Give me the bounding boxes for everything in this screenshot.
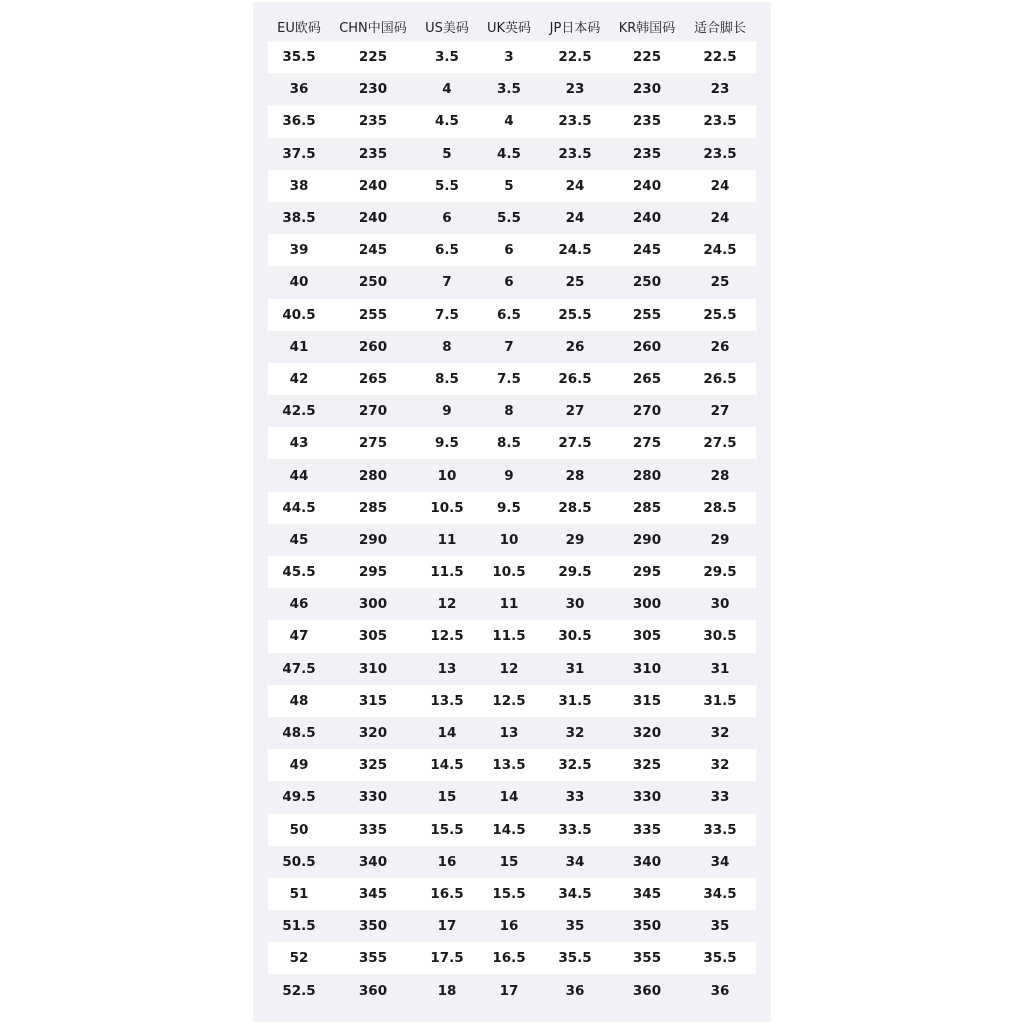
cell-kr: 275: [632, 435, 662, 452]
cell-kr: 255: [632, 306, 662, 323]
cell-us: 11: [437, 531, 457, 548]
cell-foot-length: 25: [710, 274, 730, 291]
cell-kr: 230: [632, 81, 662, 98]
cell-foot-length: 25.5: [703, 306, 737, 323]
cell-us: 5.5: [435, 177, 459, 194]
cell-jp: 30.5: [558, 628, 592, 645]
cell-foot-length: 26: [710, 338, 730, 355]
cell-us: 13: [437, 660, 457, 677]
table-row: [268, 427, 756, 459]
cell-foot-length: 31.5: [703, 692, 737, 709]
cell-jp: 23.5: [558, 113, 592, 130]
cell-chn: 260: [358, 338, 388, 355]
cell-uk: 12: [499, 660, 519, 677]
cell-uk: 16.5: [492, 950, 526, 967]
cell-kr: 305: [632, 628, 662, 645]
cell-kr: 325: [632, 757, 662, 774]
table-row: [268, 620, 756, 652]
cell-eu: 42: [289, 370, 309, 387]
table-row: [268, 73, 756, 105]
cell-eu: 44.5: [282, 499, 316, 516]
cell-eu: 51: [289, 885, 309, 902]
table-row: [268, 363, 756, 395]
cell-eu: 38: [289, 177, 309, 194]
cell-chn: 240: [358, 177, 388, 194]
cell-eu: 40.5: [282, 306, 316, 323]
cell-jp: 27.5: [558, 435, 592, 452]
cell-foot-length: 27.5: [703, 435, 737, 452]
cell-uk: 12.5: [492, 692, 526, 709]
cell-foot-length: 29: [710, 531, 730, 548]
cell-us: 6: [442, 210, 452, 227]
cell-chn: 235: [358, 145, 388, 162]
cell-chn: 280: [358, 467, 388, 484]
size-chart-header: [268, 12, 756, 40]
cell-chn: 300: [358, 596, 388, 613]
cell-jp: 31.5: [558, 692, 592, 709]
cell-eu: 51.5: [282, 918, 316, 935]
cell-chn: 225: [358, 49, 388, 66]
header-jp: JP日本码: [549, 20, 601, 36]
table-row: [268, 588, 756, 620]
cell-kr: 270: [632, 403, 662, 420]
cell-eu: 41: [289, 338, 309, 355]
cell-jp: 35.5: [558, 950, 592, 967]
cell-eu: 52.5: [282, 982, 316, 999]
cell-kr: 355: [632, 950, 662, 967]
cell-chn: 355: [358, 950, 388, 967]
cell-foot-length: 23.5: [703, 145, 737, 162]
cell-uk: 14: [499, 789, 519, 806]
cell-us: 7: [442, 274, 452, 291]
cell-uk: 15: [499, 853, 519, 870]
cell-jp: 29.5: [558, 564, 592, 581]
cell-jp: 22.5: [558, 49, 592, 66]
cell-us: 4.5: [435, 113, 459, 130]
cell-uk: 7: [504, 338, 514, 355]
cell-us: 15: [437, 789, 457, 806]
table-row: [268, 41, 756, 73]
cell-chn: 305: [358, 628, 388, 645]
cell-us: 12: [437, 596, 457, 613]
cell-chn: 350: [358, 918, 388, 935]
cell-kr: 260: [632, 338, 662, 355]
table-row: [268, 202, 756, 234]
cell-kr: 240: [632, 177, 662, 194]
cell-foot-length: 35.5: [703, 950, 737, 967]
cell-uk: 5.5: [497, 210, 521, 227]
cell-us: 12.5: [430, 628, 464, 645]
table-row: [268, 105, 756, 137]
cell-uk: 13: [499, 725, 519, 742]
cell-kr: 235: [632, 113, 662, 130]
cell-jp: 36: [565, 982, 585, 999]
cell-uk: 10: [499, 531, 519, 548]
cell-jp: 30: [565, 596, 585, 613]
table-row: [268, 781, 756, 813]
cell-kr: 300: [632, 596, 662, 613]
cell-foot-length: 30.5: [703, 628, 737, 645]
cell-jp: 25.5: [558, 306, 592, 323]
cell-uk: 4.5: [497, 145, 521, 162]
cell-jp: 33: [565, 789, 585, 806]
cell-eu: 45.5: [282, 564, 316, 581]
cell-chn: 290: [358, 531, 388, 548]
cell-chn: 235: [358, 113, 388, 130]
cell-kr: 290: [632, 531, 662, 548]
cell-uk: 9: [504, 467, 514, 484]
cell-us: 3.5: [435, 49, 459, 66]
cell-uk: 4: [504, 113, 514, 130]
cell-us: 8.5: [435, 370, 459, 387]
cell-foot-length: 24: [710, 210, 730, 227]
cell-chn: 360: [358, 982, 388, 999]
cell-us: 18: [437, 982, 457, 999]
header-eu: EU欧码: [277, 20, 321, 36]
cell-kr: 250: [632, 274, 662, 291]
cell-jp: 32.5: [558, 757, 592, 774]
cell-kr: 265: [632, 370, 662, 387]
cell-jp: 24.5: [558, 242, 592, 259]
cell-uk: 13.5: [492, 757, 526, 774]
header-kr: KR韩国码: [618, 20, 676, 36]
cell-kr: 280: [632, 467, 662, 484]
cell-chn: 340: [358, 853, 388, 870]
cell-eu: 52: [289, 950, 309, 967]
cell-uk: 3: [504, 49, 514, 66]
cell-eu: 49.5: [282, 789, 316, 806]
cell-jp: 35: [565, 918, 585, 935]
cell-chn: 325: [358, 757, 388, 774]
cell-kr: 350: [632, 918, 662, 935]
cell-uk: 5: [504, 177, 514, 194]
cell-uk: 16: [499, 918, 519, 935]
cell-jp: 33.5: [558, 821, 592, 838]
cell-foot-length: 23: [710, 81, 730, 98]
cell-uk: 6.5: [497, 306, 521, 323]
table-row: [268, 170, 756, 202]
cell-chn: 315: [358, 692, 388, 709]
cell-us: 16.5: [430, 885, 464, 902]
cell-uk: 8: [504, 403, 514, 420]
cell-us: 17: [437, 918, 457, 935]
cell-kr: 295: [632, 564, 662, 581]
cell-eu: 35.5: [282, 49, 316, 66]
cell-foot-length: 29.5: [703, 564, 737, 581]
size-chart-panel: [253, 2, 771, 1022]
cell-us: 15.5: [430, 821, 464, 838]
cell-eu: 43: [289, 435, 309, 452]
cell-jp: 31: [565, 660, 585, 677]
table-row: [268, 234, 756, 266]
cell-jp: 23: [565, 81, 585, 98]
table-row: [268, 685, 756, 717]
cell-chn: 230: [358, 81, 388, 98]
table-row: [268, 942, 756, 974]
cell-us: 10.5: [430, 499, 464, 516]
table-row: [268, 266, 756, 298]
cell-eu: 48.5: [282, 725, 316, 742]
cell-eu: 47.5: [282, 660, 316, 677]
cell-us: 16: [437, 853, 457, 870]
cell-foot-length: 32: [710, 757, 730, 774]
size-chart-rows: [268, 41, 756, 1007]
cell-chn: 250: [358, 274, 388, 291]
table-row: [268, 814, 756, 846]
cell-foot-length: 33: [710, 789, 730, 806]
cell-us: 17.5: [430, 950, 464, 967]
cell-us: 4: [442, 81, 452, 98]
table-row: [268, 331, 756, 363]
cell-foot-length: 35: [710, 918, 730, 935]
cell-kr: 340: [632, 853, 662, 870]
cell-jp: 26.5: [558, 370, 592, 387]
cell-jp: 28: [565, 467, 585, 484]
cell-kr: 360: [632, 982, 662, 999]
cell-uk: 17: [499, 982, 519, 999]
cell-uk: 6: [504, 274, 514, 291]
cell-uk: 9.5: [497, 499, 521, 516]
table-row: [268, 974, 756, 1006]
cell-us: 14.5: [430, 757, 464, 774]
cell-chn: 330: [358, 789, 388, 806]
table-row: [268, 138, 756, 170]
cell-us: 9.5: [435, 435, 459, 452]
cell-jp: 23.5: [558, 145, 592, 162]
cell-chn: 255: [358, 306, 388, 323]
cell-chn: 265: [358, 370, 388, 387]
cell-jp: 34.5: [558, 885, 592, 902]
cell-jp: 27: [565, 403, 585, 420]
table-row: [268, 556, 756, 588]
cell-kr: 240: [632, 210, 662, 227]
cell-chn: 295: [358, 564, 388, 581]
cell-chn: 285: [358, 499, 388, 516]
cell-kr: 320: [632, 725, 662, 742]
cell-uk: 8.5: [497, 435, 521, 452]
cell-foot-length: 36: [710, 982, 730, 999]
cell-chn: 345: [358, 885, 388, 902]
cell-foot-length: 24.5: [703, 242, 737, 259]
cell-foot-length: 28.5: [703, 499, 737, 516]
cell-jp: 24: [565, 177, 585, 194]
cell-eu: 45: [289, 531, 309, 548]
cell-kr: 245: [632, 242, 662, 259]
cell-chn: 270: [358, 403, 388, 420]
table-row: [268, 299, 756, 331]
cell-us: 11.5: [430, 564, 464, 581]
cell-eu: 50: [289, 821, 309, 838]
cell-uk: 11: [499, 596, 519, 613]
table-row: [268, 910, 756, 942]
cell-foot-length: 32: [710, 725, 730, 742]
cell-kr: 310: [632, 660, 662, 677]
table-row: [268, 524, 756, 556]
cell-eu: 36.5: [282, 113, 316, 130]
header-us: US美码: [425, 20, 469, 36]
cell-kr: 315: [632, 692, 662, 709]
cell-kr: 285: [632, 499, 662, 516]
cell-jp: 29: [565, 531, 585, 548]
cell-eu: 48: [289, 692, 309, 709]
cell-jp: 26: [565, 338, 585, 355]
cell-eu: 37.5: [282, 145, 316, 162]
cell-jp: 32: [565, 725, 585, 742]
header-foot-length: 适合脚长: [693, 20, 746, 36]
table-row: [268, 653, 756, 685]
cell-uk: 7.5: [497, 370, 521, 387]
cell-chn: 240: [358, 210, 388, 227]
cell-jp: 24: [565, 210, 585, 227]
table-row: [268, 749, 756, 781]
cell-us: 5: [442, 145, 452, 162]
cell-foot-length: 23.5: [703, 113, 737, 130]
cell-eu: 40: [289, 274, 309, 291]
cell-uk: 10.5: [492, 564, 526, 581]
cell-jp: 34: [565, 853, 585, 870]
cell-chn: 275: [358, 435, 388, 452]
cell-us: 9: [442, 403, 452, 420]
cell-chn: 245: [358, 242, 388, 259]
cell-foot-length: 22.5: [703, 49, 737, 66]
cell-chn: 320: [358, 725, 388, 742]
table-row: [268, 846, 756, 878]
cell-foot-length: 27: [710, 403, 730, 420]
cell-uk: 3.5: [497, 81, 521, 98]
table-row: [268, 459, 756, 491]
cell-kr: 345: [632, 885, 662, 902]
table-row: [268, 395, 756, 427]
cell-us: 14: [437, 725, 457, 742]
cell-foot-length: 30: [710, 596, 730, 613]
cell-eu: 36: [289, 81, 309, 98]
cell-us: 7.5: [435, 306, 459, 323]
cell-foot-length: 31: [710, 660, 730, 677]
cell-us: 6.5: [435, 242, 459, 259]
cell-kr: 330: [632, 789, 662, 806]
cell-foot-length: 24: [710, 177, 730, 194]
cell-eu: 47: [289, 628, 309, 645]
cell-us: 8: [442, 338, 452, 355]
cell-eu: 46: [289, 596, 309, 613]
cell-jp: 28.5: [558, 499, 592, 516]
cell-foot-length: 28: [710, 467, 730, 484]
cell-uk: 11.5: [492, 628, 526, 645]
cell-eu: 42.5: [282, 403, 316, 420]
cell-eu: 49: [289, 757, 309, 774]
table-row: [268, 492, 756, 524]
cell-us: 13.5: [430, 692, 464, 709]
table-row: [268, 878, 756, 910]
cell-foot-length: 34: [710, 853, 730, 870]
cell-uk: 14.5: [492, 821, 526, 838]
cell-eu: 39: [289, 242, 309, 259]
header-uk: UK英码: [486, 20, 532, 36]
cell-kr: 225: [632, 49, 662, 66]
cell-us: 10: [437, 467, 457, 484]
table-row: [268, 717, 756, 749]
cell-uk: 15.5: [492, 885, 526, 902]
cell-foot-length: 33.5: [703, 821, 737, 838]
cell-uk: 6: [504, 242, 514, 259]
cell-kr: 335: [632, 821, 662, 838]
header-chn: CHN中国码: [339, 20, 407, 36]
cell-chn: 310: [358, 660, 388, 677]
cell-eu: 44: [289, 467, 309, 484]
cell-jp: 25: [565, 274, 585, 291]
cell-eu: 38.5: [282, 210, 316, 227]
cell-foot-length: 26.5: [703, 370, 737, 387]
cell-eu: 50.5: [282, 853, 316, 870]
cell-foot-length: 34.5: [703, 885, 737, 902]
cell-kr: 235: [632, 145, 662, 162]
cell-chn: 335: [358, 821, 388, 838]
